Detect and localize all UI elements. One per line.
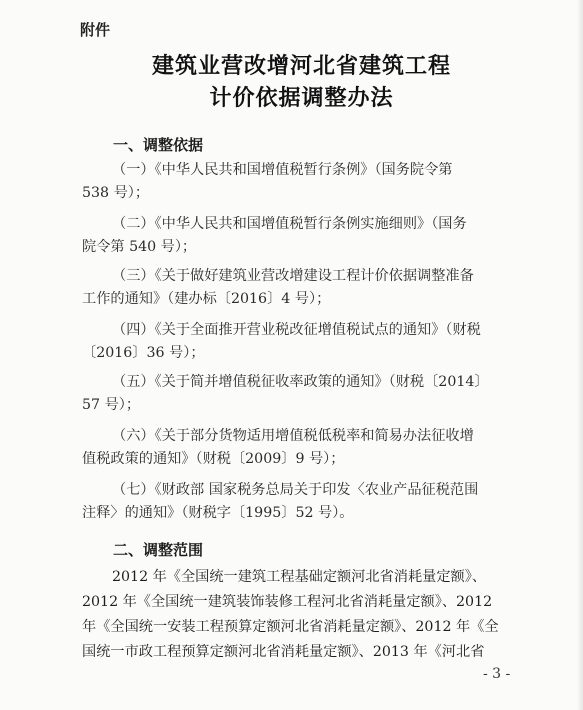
basis-item-4-line-2: 〔2016〕36 号）； xyxy=(82,345,205,361)
basis-item-3-line-2: 工作的通知》（建办标〔2016〕4 号）； xyxy=(82,291,331,307)
section-heading-basis: 一、调整依据 xyxy=(113,136,204,154)
section-heading-scope: 二、调整范围 xyxy=(113,541,204,559)
basis-item-5-line-1: （五）《关于简并增值税征收率政策的通知》（财税〔2014〕 xyxy=(112,374,489,390)
basis-item-6 xyxy=(82,425,502,471)
basis-item-1 xyxy=(82,159,502,205)
basis-item-4-line-1: （四）《关于全面推开营业税改征增值税试点的通知》（财税 xyxy=(112,322,481,338)
basis-item-2-line-2: 院令第 540 号）； xyxy=(82,239,197,255)
basis-item-7 xyxy=(82,479,502,525)
basis-item-2 xyxy=(82,213,502,259)
basis-item-7-line-2: 注释〉的通知》（财税字〔1995〕52 号）。 xyxy=(82,505,354,521)
page-number: - 3 - xyxy=(483,666,511,682)
basis-item-5-line-2: 57 号）； xyxy=(82,397,141,413)
document-title-line-2: 计价依据调整办法 xyxy=(209,86,394,111)
scope-line-3: 年《全国统一安装工程预算定额河北省消耗量定额》、2012 年《全 xyxy=(82,619,499,635)
basis-item-4 xyxy=(82,319,502,365)
basis-item-1-line-2: 538 号）； xyxy=(82,185,150,201)
attachment-label: 附件 xyxy=(80,21,111,39)
document-title-line-1: 建筑业营改增河北省建筑工程 xyxy=(151,54,451,79)
basis-item-3 xyxy=(82,265,502,311)
scope-paragraph xyxy=(82,565,517,665)
basis-item-2-line-1: （二）《中华人民共和国增值税暂行条例实施细则》（国务 xyxy=(112,216,467,232)
scope-line-2: 2012 年《全国统一建筑装饰装修工程河北省消耗量定额》、2012 xyxy=(82,594,493,610)
scope-line-4: 国统一市政工程预算定额河北省消耗量定额》、2013 年《河北省 xyxy=(82,644,485,660)
basis-item-5 xyxy=(82,371,502,417)
basis-item-1-line-1: （一）《中华人民共和国增值税暂行条例》（国务院令第 xyxy=(112,162,453,178)
page-edge-shadow xyxy=(577,0,583,710)
basis-item-6-line-1: （六）《关于部分货物适用增值税低税率和简易办法征收增 xyxy=(112,428,474,444)
basis-item-6-line-2: 值税政策的通知》（财税〔2009〕9 号）； xyxy=(82,451,345,467)
basis-item-7-line-1: （七）《财政部 国家税务总局关于印发〈农业产品征税范围 xyxy=(112,482,479,498)
basis-item-3-line-1: （三）《关于做好建筑业营改增建设工程计价依据调整准备 xyxy=(112,268,474,284)
scope-line-1: 2012 年《全国统一建筑工程基础定额河北省消耗量定额》、 xyxy=(112,569,487,585)
